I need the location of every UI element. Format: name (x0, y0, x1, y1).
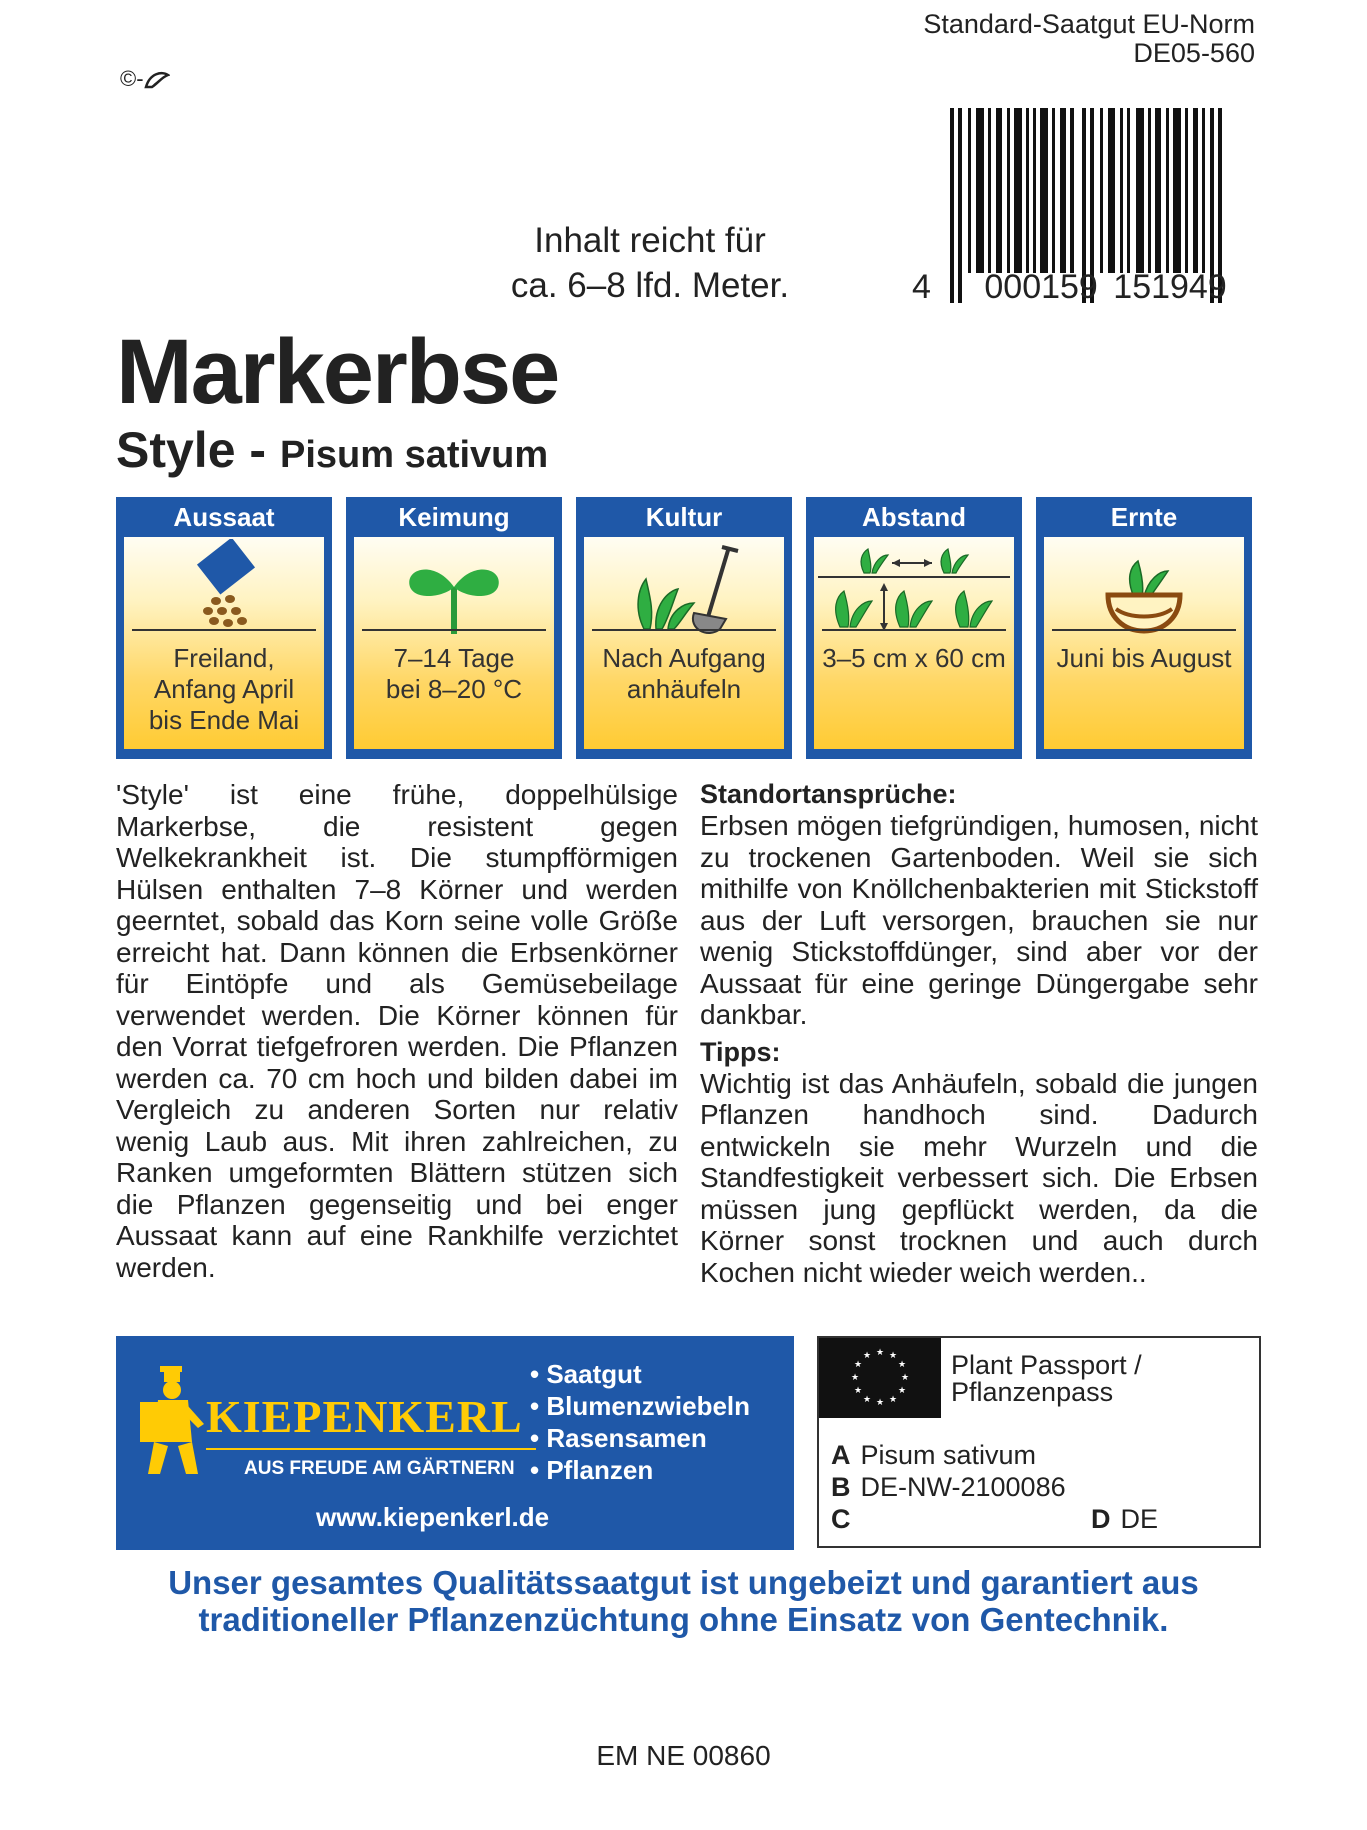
card-text-line: bis Ende Mai (148, 705, 300, 735)
reach-line2: ca. 6–8 lfd. Meter. (510, 266, 790, 305)
barcode-group1: 000159 (984, 268, 1098, 306)
svg-text:★: ★ (862, 1351, 872, 1361)
soil-line (362, 629, 546, 631)
soil-line (822, 629, 1006, 631)
card-text (124, 643, 324, 736)
claim-line1: Unser gesamtes Qualitätssaatgut ist ungebeizt und garantiert aus (168, 1564, 1199, 1601)
brand-name: KIEPENKERL (206, 1391, 523, 1442)
passport-label: A (831, 1440, 851, 1470)
passport-value: Pisum sativum (860, 1440, 1037, 1470)
card-text-line: Nach Aufgang (602, 643, 766, 673)
card-text-line: Juni bis August (1056, 643, 1232, 673)
card-text-line: 3–5 cm x 60 cm (822, 643, 1006, 673)
soil-line (592, 629, 776, 631)
claim-line2: traditioneller Pflanzenzüchtung ohne Einsatz von Gentechnik. (198, 1601, 1169, 1638)
card-title: Abstand (862, 502, 966, 532)
svg-text:★: ★ (888, 1395, 898, 1405)
spacing-icon (814, 539, 1014, 639)
svg-text:★: ★ (850, 1373, 860, 1383)
seedling-icon (354, 539, 554, 639)
standard-line1: Standard-Saatgut EU-Norm (923, 9, 1255, 39)
passport-label: D (1091, 1504, 1111, 1534)
reach-line1: Inhalt reicht für (534, 221, 766, 260)
svg-text:★: ★ (853, 1386, 863, 1396)
svg-text:★: ★ (888, 1351, 898, 1361)
card-body (124, 537, 324, 749)
card-text-line: Anfang April (153, 674, 295, 704)
standard-line2: DE05-560 (1133, 38, 1255, 68)
content-reach (470, 218, 830, 308)
brand-divider (206, 1448, 536, 1450)
card-title: Kultur (645, 502, 723, 532)
svg-text:★: ★ (875, 1398, 885, 1408)
card-kultur (576, 497, 792, 759)
card-text-line: 7–14 Tage (393, 643, 515, 673)
mascot-logo-icon (138, 1366, 208, 1480)
card-body (1044, 537, 1244, 749)
card-text-line: Freiland, (173, 643, 275, 673)
leaf-logo-icon (144, 71, 170, 89)
passport-title (951, 1352, 1142, 1406)
card-title: Aussaat (173, 502, 275, 532)
list-item: • Pflanzen (530, 1455, 654, 1485)
svg-text:★: ★ (875, 1348, 885, 1358)
card-aussaat (116, 497, 332, 759)
svg-text:★: ★ (853, 1360, 863, 1370)
passport-value: DE (1120, 1504, 1159, 1534)
barcode-digit-first: 4 (912, 268, 931, 306)
brand-box (116, 1336, 794, 1550)
tipps-heading: Tipps: (700, 1036, 781, 1067)
list-item: • Blumenzwiebeln (530, 1391, 751, 1421)
card-ernte (1036, 497, 1252, 759)
passport-row-b (831, 1472, 1066, 1503)
passport-row-d (1091, 1504, 1158, 1535)
soil-line (1052, 629, 1236, 631)
card-body (584, 537, 784, 749)
svg-text:★: ★ (862, 1395, 872, 1405)
card-text (354, 643, 554, 705)
standort-text: Erbsen mögen tiefgründigen, humosen, nicht zu trockenen Gartenboden. Weil sie sich mithilfe von Knöllchenbakterien mit Stickstoff aus der Luft versorgen, brauchen sie nur wenig Stickstoffdünger, sind aber vor der Aussaat für eine geringe Düngergabe sehr dankbar. (700, 810, 1258, 1030)
seed-packet-icon (124, 539, 324, 639)
svg-text:★: ★ (897, 1360, 907, 1370)
passport-row-c (831, 1504, 861, 1535)
product-subtitle (116, 422, 548, 483)
soil-line (132, 629, 316, 631)
copyright-text: ©- (120, 66, 144, 91)
passport-title-line1: Plant Passport / (951, 1350, 1142, 1380)
product-latin: Pisum sativum (279, 434, 549, 476)
info-column (700, 779, 1258, 1288)
list-item: • Rasensamen (530, 1423, 707, 1453)
description-column (116, 779, 678, 1283)
card-text (1044, 643, 1244, 674)
spade-plant-icon (584, 539, 784, 639)
passport-row-a (831, 1440, 1036, 1471)
product-name: Markerbse (116, 321, 559, 423)
quality-claim (0, 1564, 1367, 1638)
svg-text:★: ★ (900, 1373, 910, 1383)
passport-value: DE-NW-2100086 (860, 1472, 1066, 1502)
svg-text:★: ★ (897, 1386, 907, 1396)
seed-standard (923, 10, 1255, 68)
passport-label: C (831, 1504, 851, 1534)
product-variety: Style - (116, 422, 267, 478)
standort-heading: Standortansprüche: (700, 779, 957, 809)
card-body (814, 537, 1014, 749)
list-item: • Saatgut (530, 1359, 642, 1389)
tipps-text: Wichtig ist das Anhäufeln, sobald die jungen Pflanzen handhoch sind. Dadurch entwickeln sie mehr Wurzeln und die Standfestigkeit verbessert sich. Die Erbsen müssen jung gepflückt werden, da die Körner sonst trocknen und auch durch Kochen nicht wieder weich werden.. (700, 1067, 1258, 1288)
card-text (814, 643, 1014, 674)
card-body (354, 537, 554, 749)
card-keimung (346, 497, 562, 759)
brand-url-link[interactable]: www.kiepenkerl.de (316, 1502, 550, 1532)
passport-title-line2: Pflanzenpass (951, 1377, 1114, 1407)
card-text-line: anhäufeln (626, 674, 742, 704)
brand-slogan: AUS FREUDE AM GÄRTNERN (244, 1458, 515, 1479)
em-code: EM NE 00860 (596, 1740, 771, 1771)
card-title: Keimung (398, 502, 510, 532)
copyright-mark (120, 66, 170, 92)
card-text (584, 643, 784, 705)
barcode-number (912, 268, 1227, 307)
card-title: Ernte (1110, 502, 1178, 532)
description-text: 'Style' ist eine frühe, doppelhülsige Markerbse, die resistent gegen Welkekrankheit ist. Die stumpfförmigen Hülsen enthalten 7–8 Körner und werden geerntet, sobald das Korn seine volle Größe erreicht hat. Dann können die Erbsenkörner für Eintöpfe und als Gemüsebeilage verwendet werden. Die Körner können für den Vorrat tiefgefroren werden. Die Pflanzen werden ca. 70 cm hoch und bilden dabei im Vergleich zu anderen Sorten nur relativ wenig Laub aus. Mit ihren zahlreichen, zu Ranken umgeformten Blättern stützen sich die Pflanzen gegenseitig und bei enger Aussaat kann auf eine Rankhilfe verzichtet werden. (116, 779, 678, 1283)
card-text-line: bei 8–20 °C (385, 674, 523, 704)
harvest-bowl-icon (1044, 539, 1244, 639)
barcode-group2: 151949 (1113, 268, 1227, 306)
card-abstand (806, 497, 1022, 759)
plant-passport (817, 1336, 1261, 1548)
eu-flag-icon (819, 1338, 941, 1418)
brand-product-list (530, 1358, 750, 1486)
passport-label: B (831, 1472, 851, 1502)
